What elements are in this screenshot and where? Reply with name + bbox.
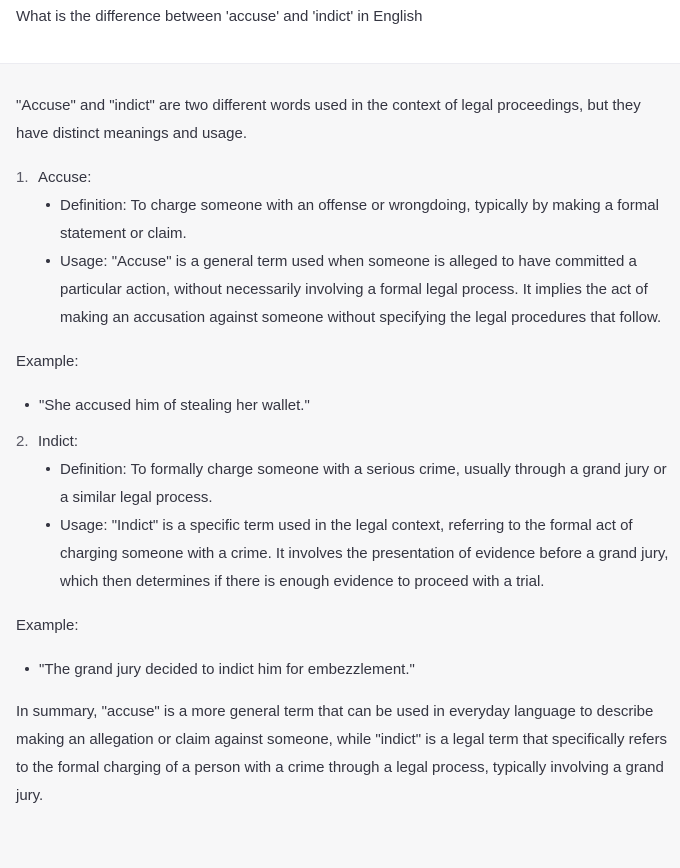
accuse-usage: Usage: "Accuse" is a general term used when someone is alleged to have committed a particular action, without necessarily involving a formal legal process. It implies the act of making an accusation against someone without specifying the legal procedures that follow. [60, 253, 662, 326]
accuse-example: "She accused him of stealing her wallet." [39, 397, 310, 414]
item-term: Accuse: [38, 169, 92, 186]
example-label: Example: [16, 353, 79, 370]
list-item [40, 192, 670, 248]
answer-intro: "Accuse" and "indict" are two different words used in the context of legal proceedings, but they have distinct meanings and usage. [16, 97, 641, 142]
item-number: 2. [16, 433, 29, 450]
indict-bullet-list [40, 456, 670, 596]
list-item [19, 392, 670, 420]
list-item [40, 248, 670, 332]
accuse-bullet-list [40, 192, 670, 332]
numbered-item-accuse [16, 164, 670, 192]
list-item [19, 656, 670, 684]
list-item [40, 456, 670, 512]
numbered-item-indict [16, 428, 670, 456]
answer-summary: In summary, "accuse" is a more general term that can be used in everyday language to describe making an allegation or claim against someone, while "indict" is a legal term that specifically refers to the formal charging of a person with a crime through a legal process, typically involving a grand jury. [16, 703, 667, 804]
example-label: Example: [16, 617, 79, 634]
indict-example: "The grand jury decided to indict him for embezzlement." [39, 661, 415, 678]
assistant-answer [0, 64, 680, 868]
accuse-definition: Definition: To charge someone with an offense or wrongdoing, typically by making a formal statement or claim. [60, 197, 659, 242]
item-number: 1. [16, 169, 29, 186]
user-question-text: What is the difference between 'accuse' and 'indict' in English [16, 8, 423, 25]
section-indict [16, 428, 670, 684]
indict-definition: Definition: To formally charge someone with a serious crime, usually through a grand jury or a similar legal process. [60, 461, 667, 506]
section-accuse [16, 164, 670, 420]
item-term: Indict: [38, 433, 79, 450]
list-item [40, 512, 670, 596]
user-question [0, 0, 680, 64]
indict-usage: Usage: "Indict" is a specific term used in the legal context, referring to the formal act of charging someone with a crime. It involves the presentation of evidence before a grand jury, which then determines if there is enough evidence to proceed with a trial. [60, 517, 669, 590]
